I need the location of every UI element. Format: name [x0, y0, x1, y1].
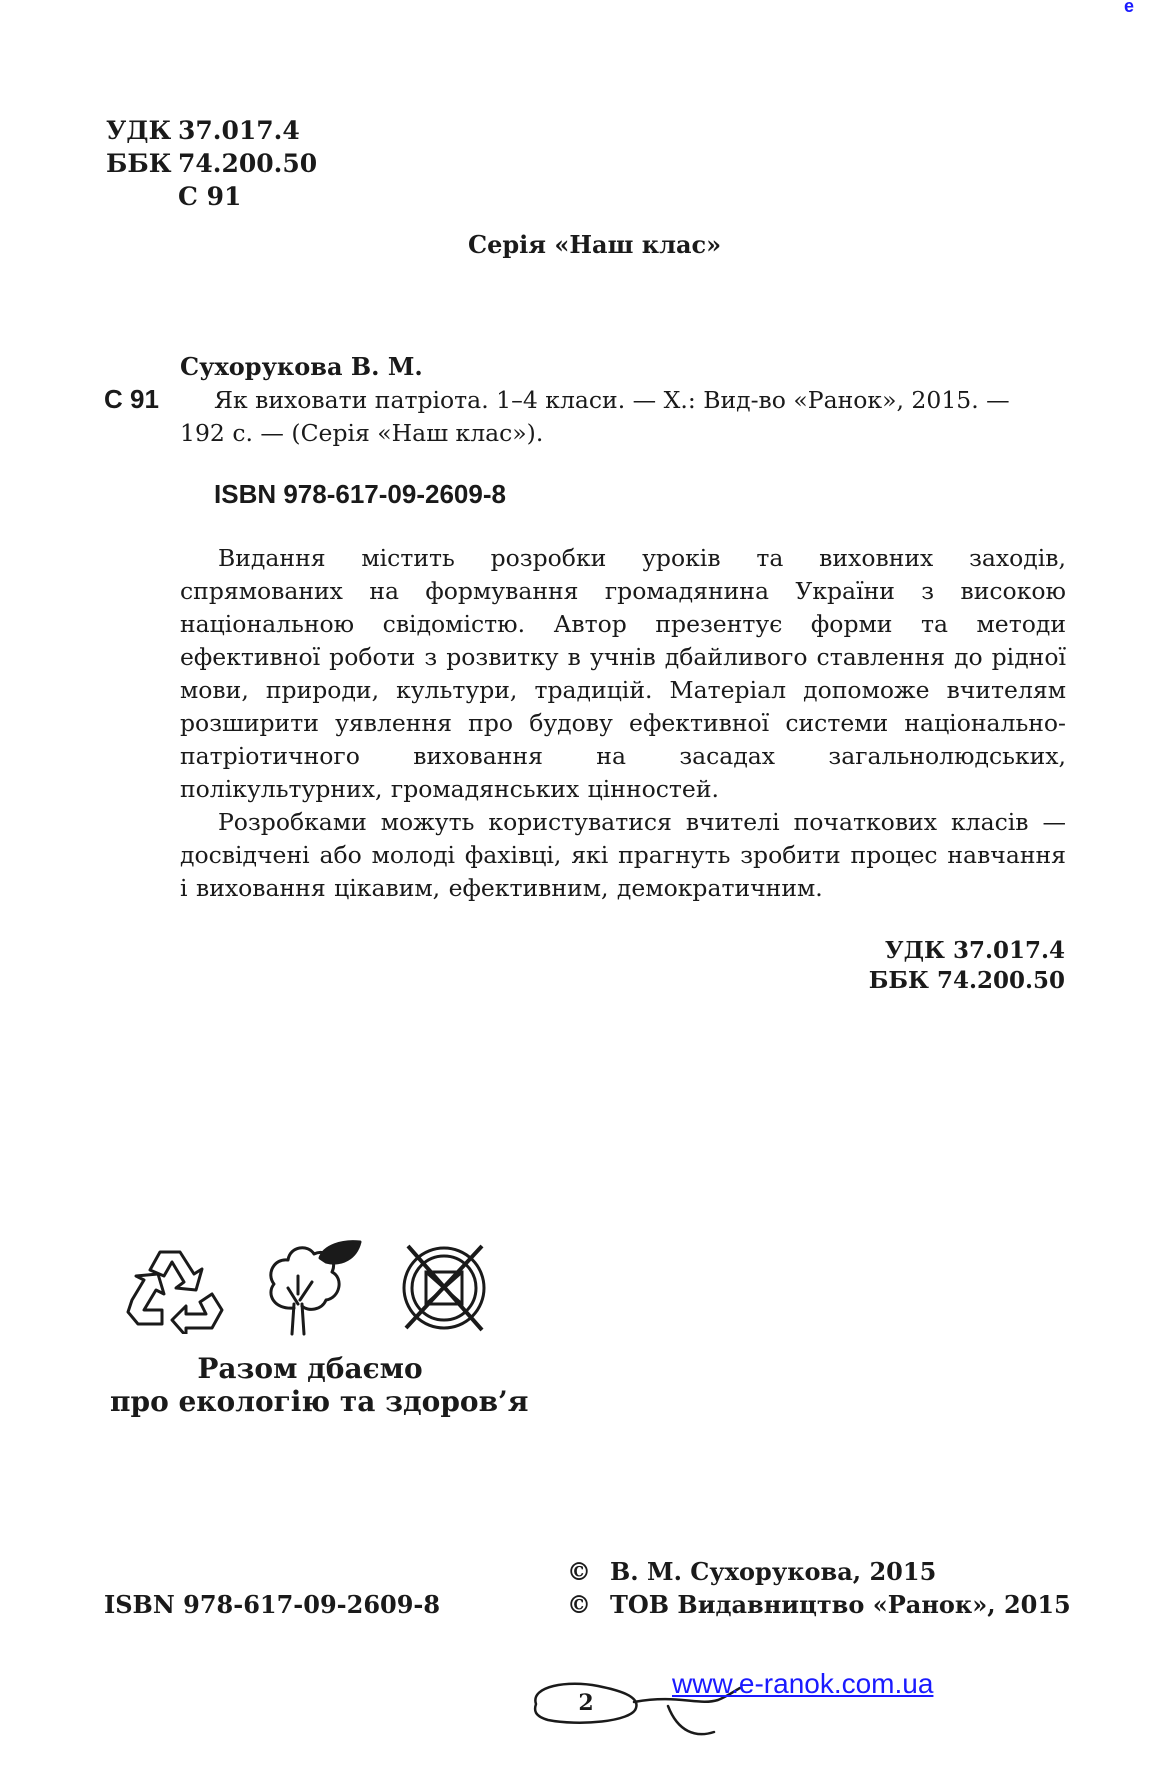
udk-right: УДК 37.017.4: [884, 937, 1065, 964]
annotation: [180, 542, 1066, 905]
copyright-text: ТОВ Видавництво «Ранок», 2015: [610, 1590, 1071, 1619]
copyright-block: [567, 1555, 1071, 1621]
isbn-footer: ISBN 978-617-09-2609-8: [104, 1590, 441, 1619]
eco-line-1: Разом дбаємо: [197, 1352, 423, 1385]
udk-value: 37.017.4: [178, 116, 300, 145]
copyright-line-1: [567, 1555, 1071, 1588]
annotation-paragraph: Видання містить розробки уроків та виховних заходів, спрямованих на формування громадянина України з високою національною свідомістю. Автор презентує форми та методи ефективної роботи з розвитку в учнів дбайливого ставлення до рідної мови, природи, культури, традицій. Матеріал допоможе вчителям розширити уявлення про будову ефективної системи національно-патріотичного виховання на засадах загальнолюдських, полікультурних, громадянських цінностей.: [180, 544, 1066, 803]
tree-icon: [264, 1238, 368, 1342]
biblio-line-1: Як виховати патріота. 1–4 класи. — Х.: Вид-во «Ранок», 2015. —: [214, 386, 1010, 414]
cutter-line: [106, 180, 317, 213]
catalog-block: [106, 114, 317, 213]
series-line: Серія «Наш клас»: [468, 230, 722, 259]
bbk-line: [106, 147, 317, 180]
recycle-icon: [122, 1244, 228, 1338]
index-right: [869, 936, 1065, 996]
page-number: 2: [578, 1690, 594, 1716]
annotation-paragraph: Розробками можуть користуватися вчителі початкових класів — досвідчені або молоді фахівці, які прагнуть зробити процес навчання і виховання цікавим, ефективним, демократичним.: [180, 808, 1066, 902]
eco-slogan: [110, 1352, 529, 1418]
copyright-text: В. М. Сухорукова, 2015: [610, 1557, 937, 1586]
no-irradiation-icon: [396, 1240, 492, 1338]
copyright-line-2: [567, 1588, 1071, 1621]
isbn-main: ISBN 978-617-09-2609-8: [214, 479, 506, 509]
bbk-right: ББК 74.200.50: [868, 967, 1065, 994]
copyright-icon: ©: [567, 1557, 591, 1586]
website-link[interactable]: www.e-ranok.com.ua: [672, 1668, 934, 1699]
bbk-label: ББК: [106, 149, 172, 178]
eco-line-2: про екологію та здоров’я: [110, 1385, 529, 1418]
bbk-value: 74.200.50: [178, 149, 318, 178]
cutter-value: С 91: [178, 182, 242, 211]
corner-mark: e: [1124, 0, 1135, 16]
cutter-number: С 91: [104, 384, 159, 414]
udk-label: УДК: [106, 116, 172, 145]
author-name: Сухорукова В. М.: [180, 352, 423, 381]
udk-line: [106, 114, 317, 147]
copyright-icon: ©: [567, 1590, 591, 1619]
biblio-line-2: 192 с. — (Серія «Наш клас»).: [180, 419, 544, 447]
